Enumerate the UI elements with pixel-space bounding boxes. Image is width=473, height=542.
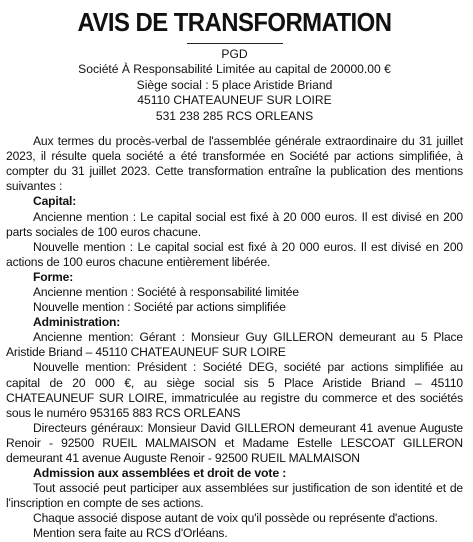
company-rcs: 531 238 285 RCS ORLEANS bbox=[155, 108, 314, 123]
administration-directors: Directeurs généraux: Monsieur David GILLERON demeurant 41 avenue Auguste Renoir - 92500 RUEIL MALMAISON et Madame Estelle LESCOAT GILLERON demeurant 41 avenue Auguste Renoir - 92500 RUEIL MALMAISON bbox=[6, 420, 463, 465]
admission-paragraph-1: Tout associé peut participer aux assemblées sur justification de son identité et de l'inscription en compte de ses actions. bbox=[6, 481, 463, 511]
company-city: 45110 CHATEAUNEUF SUR LOIRE bbox=[137, 93, 332, 108]
admission-paragraph-2: Chaque associé dispose autant de voix qu'il possède ou représente d'actions. bbox=[33, 511, 438, 526]
section-heading-capital: Capital: bbox=[33, 194, 77, 209]
notice-title: AVIS DE TRANSFORMATION bbox=[77, 7, 392, 37]
company-header bbox=[6, 47, 463, 124]
section-heading-forme: Forme: bbox=[33, 269, 74, 284]
company-form: Société À Responsabilité Limitée au capital de 20000.00 € bbox=[78, 62, 391, 77]
company-seat: Siège social : 5 place Aristide Briand bbox=[136, 77, 333, 92]
section-heading-administration: Administration: bbox=[33, 315, 121, 330]
section-heading-admission: Admission aux assemblées et droit de vote : bbox=[33, 466, 287, 481]
company-name: PGD bbox=[221, 47, 248, 61]
admission-paragraph-3: Mention sera faite au RCS d'Orléans. bbox=[33, 526, 228, 541]
intro-paragraph: Aux termes du procès-verbal de l'assemblée générale extraordinaire du 31 juillet 2023, il résulte quela société a été transformée en Société par actions simplifiée, à compter du 31 juillet 2023. Cette transformation entraîne la publication des mentions suivantes : bbox=[6, 134, 463, 194]
forme-old-mention: Ancienne mention : Société à responsabilité limitée bbox=[33, 284, 299, 299]
capital-old-mention: Ancienne mention : Le capital social est fixé à 20 000 euros. Il est divisé en 200 parts sociales de 100 euros chacune. bbox=[6, 209, 463, 239]
administration-new-mention: Nouvelle mention: Président : Société DEG, société par actions simplifiée au capital de 20 000 €, au siège social sis 5 Place Aristide Briand – 45110 CHATEAUNEUF SUR LOIRE, immatriculée au registre du commerce et des sociétés sous le numéro 953165 883 RCS ORLEANS bbox=[6, 360, 463, 420]
forme-new-mention: Nouvelle mention : Société par actions simplifiée bbox=[33, 300, 286, 315]
administration-old-mention: Ancienne mention: Gérant : Monsieur Guy GILLERON demeurant au 5 Place Aristide Briand – 45110 CHATEAUNEUF SUR LOIRE bbox=[6, 330, 463, 360]
title-divider bbox=[187, 43, 283, 44]
capital-new-mention: Nouvelle mention : Le capital social est fixé à 20 000 euros. Il est divisé en 200 actions de 100 euros chacune entièrement libérée. bbox=[6, 239, 463, 269]
notice-body bbox=[6, 134, 463, 542]
